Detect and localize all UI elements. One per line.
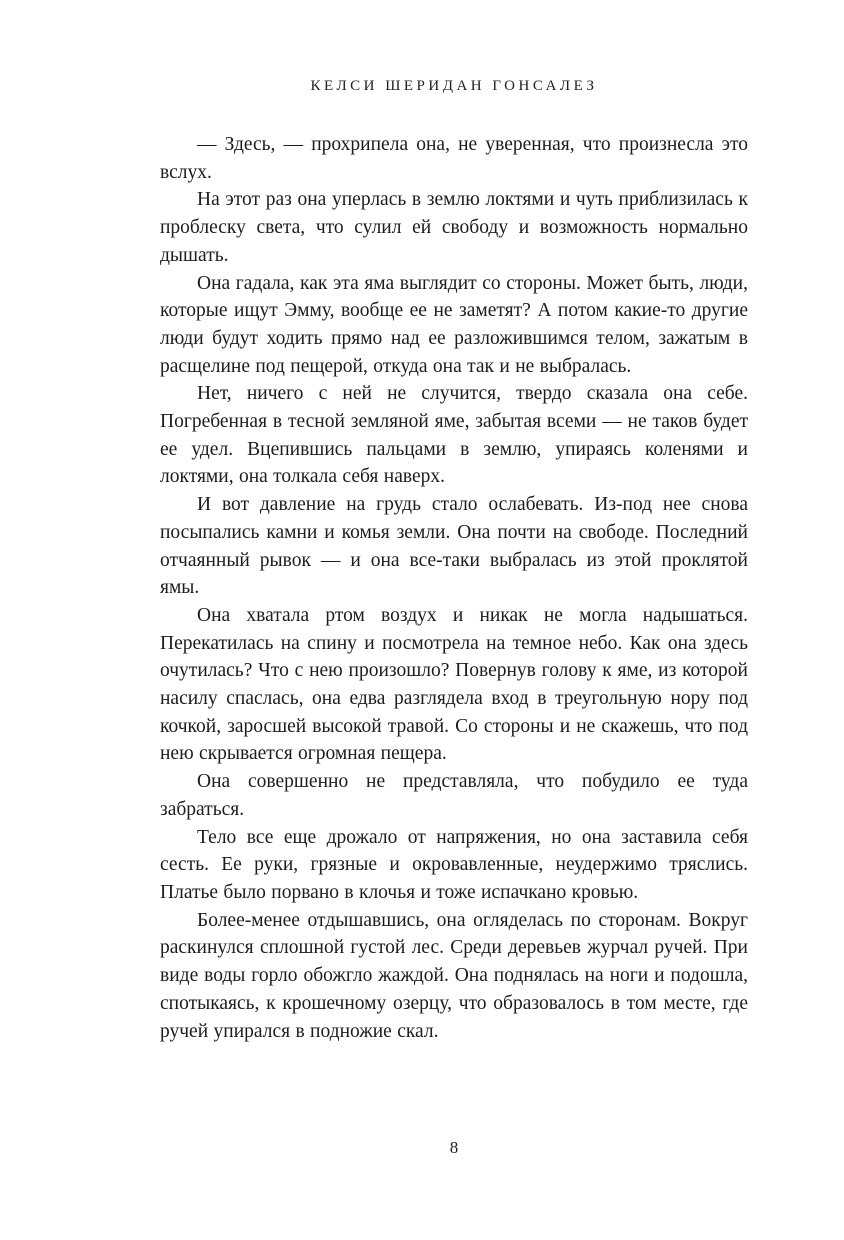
paragraph: И вот давление на грудь стало ослабевать. Из-под нее снова посыпались камни и комья земли. Она почти на свободе. Последний отчаянный рывок — и она все-таки выбралась из этой проклятой ямы. [160,494,748,599]
paragraph: Нет, ничего с ней не случится, твердо сказала она себе. Погребенная в тесной земляной яме, забытая всеми — не таков будет ее удел. Вцепившись пальцами в землю, упираясь коленями и локтями, она толкала себя наверх. [160,383,748,488]
paragraph: Тело все еще дрожало от напряжения, но она заставила себя сесть. Ее руки, грязные и окровавленные, неудержимо тряслись. Платье было порвано в клочья и тоже испачкано кровью. [160,826,748,903]
paragraph: Она гадала, как эта яма выглядит со стороны. Может быть, люди, которые ищут Эмму, вообще ее не заметят? А потом какие-то другие люди будут ходить прямо над ее разложившимся телом, зажатым в расщелине под пещерой, откуда она так и не выбралась. [160,272,748,377]
body-text [160,131,748,1045]
paragraph: Она хватала ртом воздух и никак не могла надышаться. Перекатилась на спину и посмотрела на темное небо. Как она здесь очутилась? Что с нею произошло? Повернув голову к яме, из которой насилу спаслась, она едва разглядела вход в треугольную нору под кочкой, заросшей высокой травой. Со стороны и не скажешь, что под нею скрывается огромная пещера. [160,604,748,765]
paragraph: — Здесь, — прохрипела она, не уверенная, что произнесла это вслух. [160,134,748,183]
paragraph: Более-менее отдышавшись, она огляделась по сторонам. Вокруг раскинулся сплошной густой лес. Среди деревьев журчал ручей. При виде воды горло обожгло жаждой. Она поднялась на ноги и подошла, спотыкаясь, к крошечному озерцу, что образовалось в том месте, где ручей упирался в подножие скал. [160,909,748,1042]
page-number: 8 [449,1138,459,1157]
paragraph: На этот раз она уперлась в землю локтями и чуть приблизилась к проблеску света, что сулил ей свободу и возможность нормально дышать. [160,189,748,266]
running-head: КЕЛСИ ШЕРИДАН ГОНСАЛЕЗ [310,78,598,94]
paragraph: Она совершенно не представляла, что побудило ее туда забраться. [160,771,748,820]
